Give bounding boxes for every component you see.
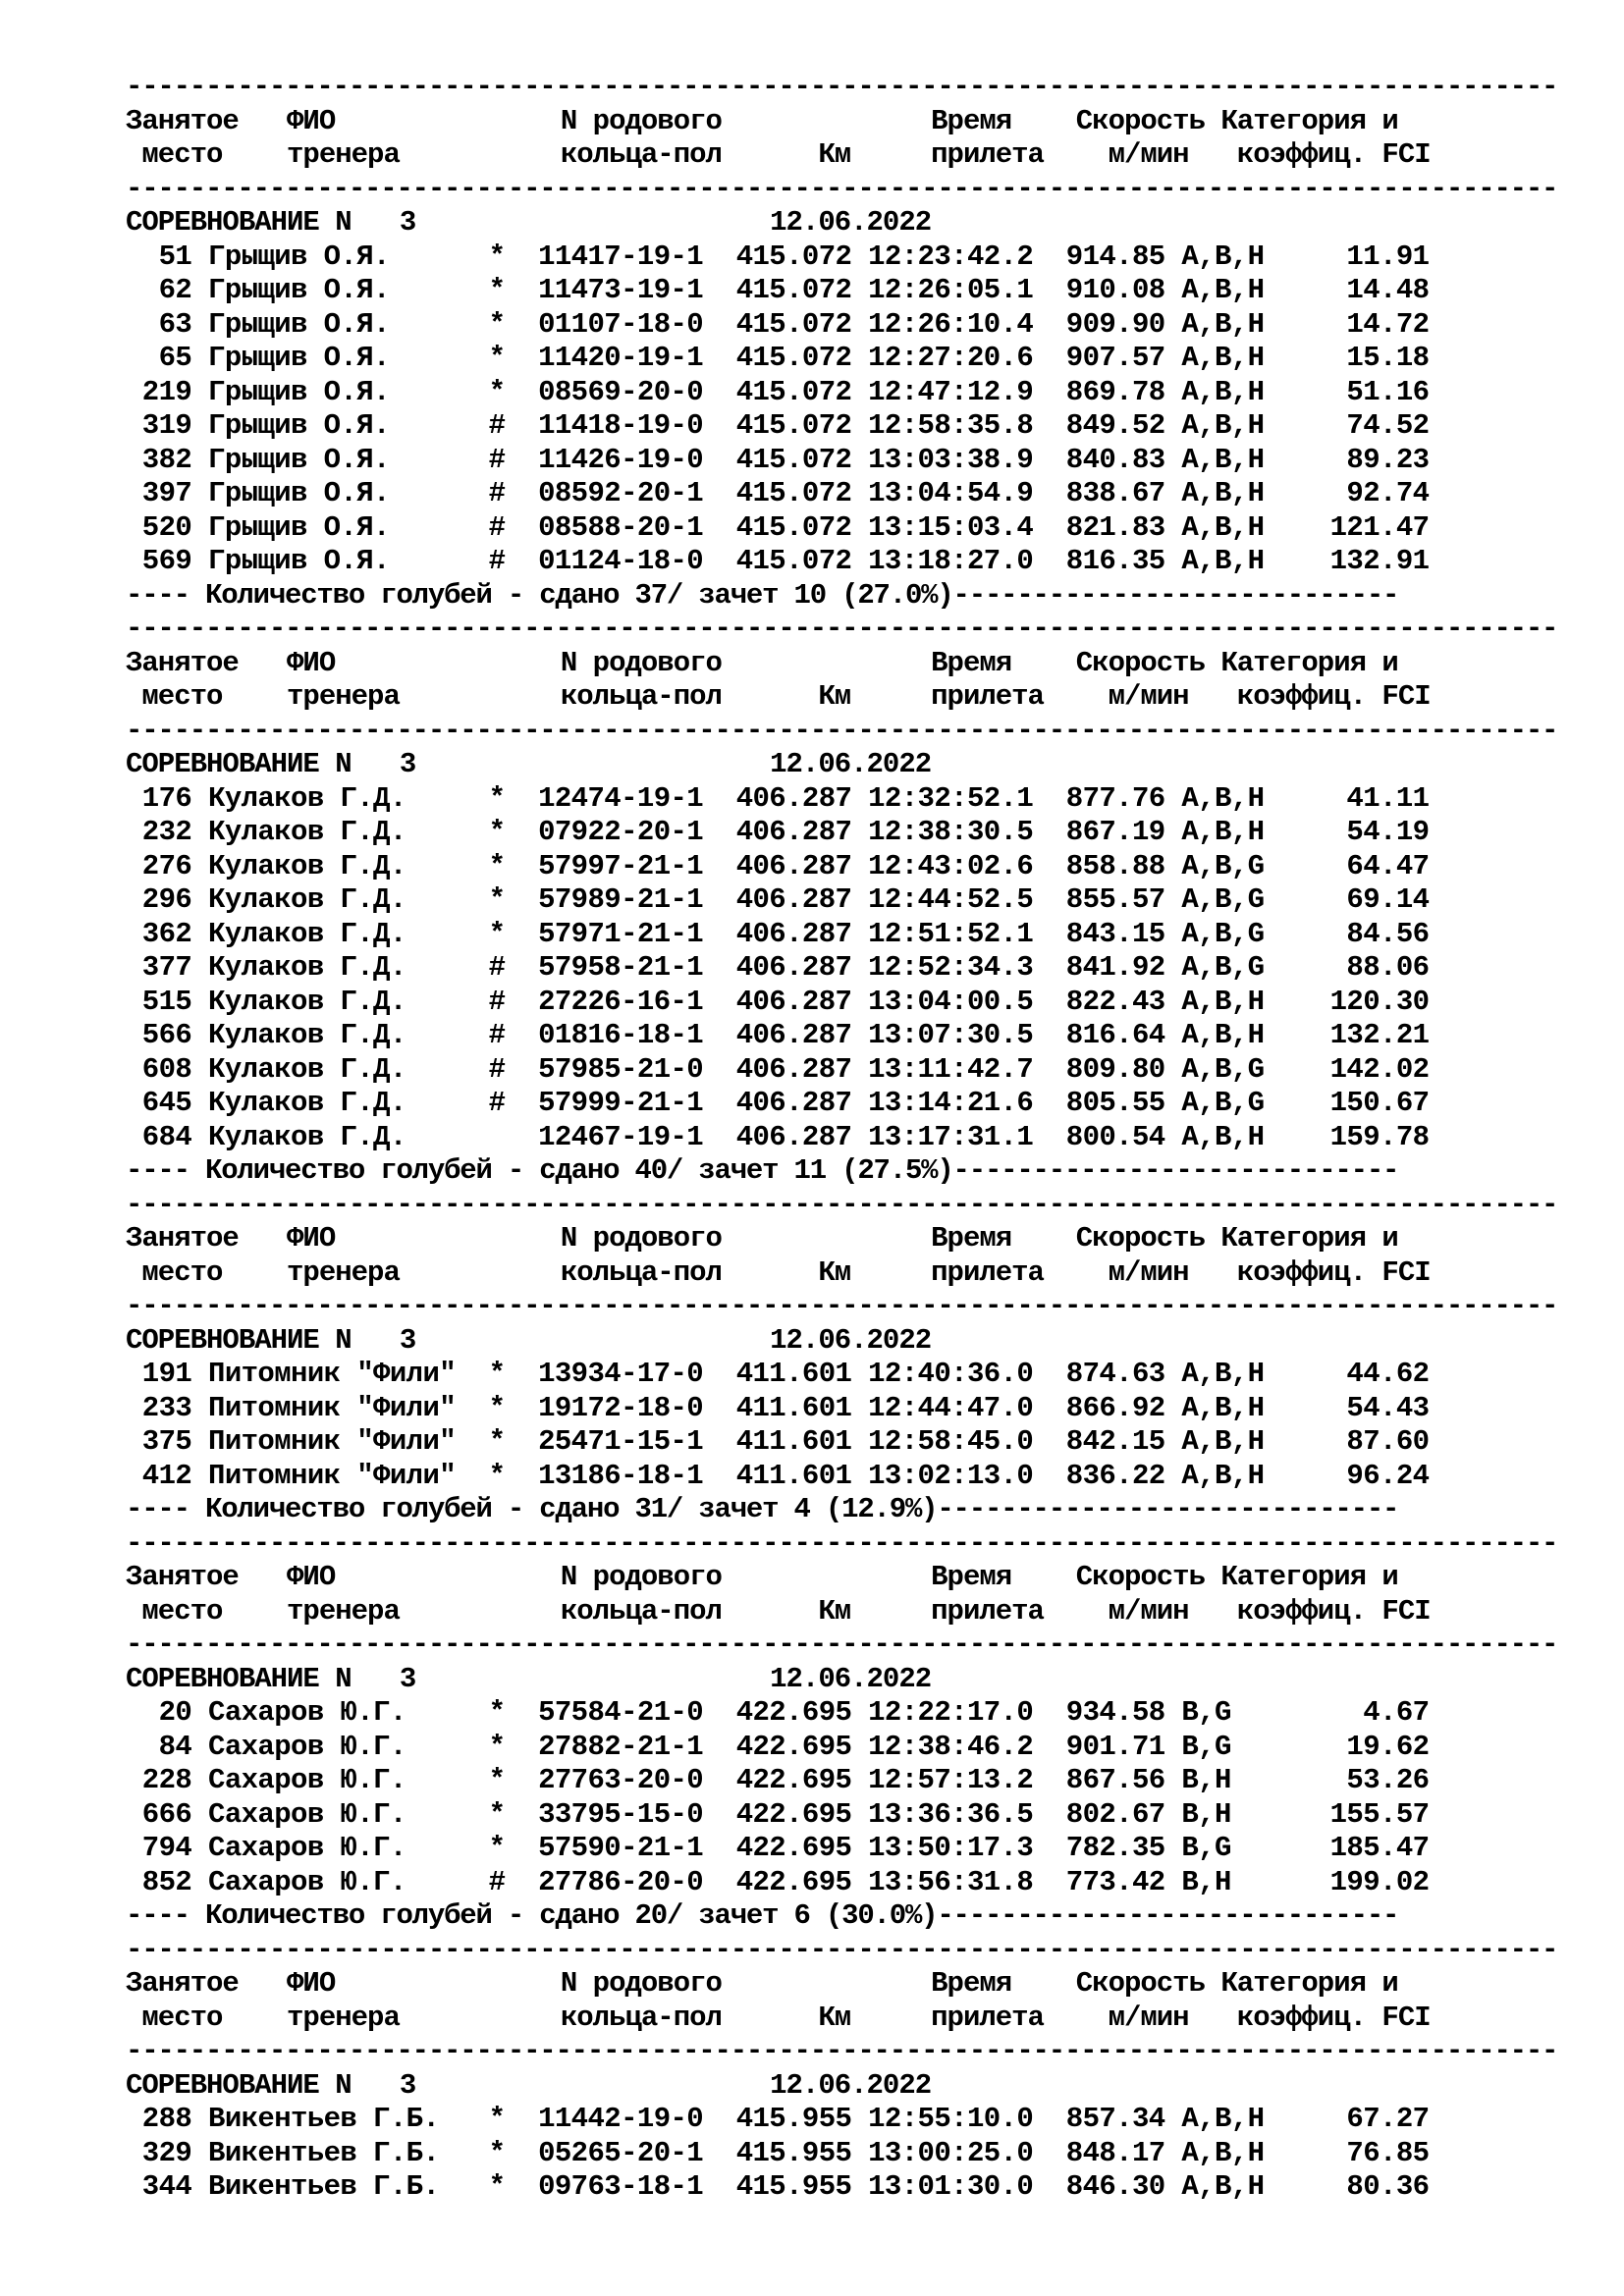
result-row: 228 Сахаров Ю.Г. * 27763-20-0 422.695 12:57:13.2 867.56 B,H 53.26	[126, 1764, 1430, 1796]
result-row: 608 Кулаков Г.Д. # 57985-21-0 406.287 13:11:42.7 809.80 A,B,G 142.02	[126, 1052, 1430, 1086]
competition-title: СОРЕВНОВАНИЕ N 3 12.06.2022	[126, 748, 932, 780]
result-row: 684 Кулаков Г.Д. 12467-19-1 406.287 13:17:31.1 800.54 A,B,H 159.78	[126, 1120, 1430, 1153]
separator-line: ------------------------------------------------------------------------------------------	[126, 613, 1558, 645]
separator-line: ------------------------------------------------------------------------------------------	[126, 1526, 1558, 1560]
result-row: 233 Питомник "Фили" * 19172-18-0 411.601 12:44:47.0 866.92 A,B,H 54.43	[126, 1391, 1430, 1424]
result-row: 515 Кулаков Г.Д. # 27226-16-1 406.287 13:04:00.5 822.43 A,B,H 120.30	[126, 985, 1430, 1018]
result-row: 412 Питомник "Фили" * 13186-18-1 411.601 13:02:13.0 836.22 A,B,H 96.24	[126, 1459, 1430, 1492]
separator-line: ------------------------------------------------------------------------------------------	[126, 1933, 1558, 1966]
result-row: 645 Кулаков Г.Д. # 57999-21-1 406.287 13:14:21.6 805.55 A,B,G 150.67	[126, 1087, 1430, 1119]
separator-line: ------------------------------------------------------------------------------------------	[126, 714, 1558, 747]
separator-line: ------------------------------------------------------------------------------------------	[126, 1629, 1558, 1661]
result-row: 191 Питомник "Фили" * 13934-17-0 411.601 12:40:36.0 874.63 A,B,H 44.62	[126, 1358, 1430, 1390]
result-row: 276 Кулаков Г.Д. * 57997-21-1 406.287 12:43:02.6 858.88 A,B,G 64.47	[126, 849, 1430, 882]
column-header-line-2: место тренера кольца-пол Км прилета м/мин коэффиц. FCI	[126, 1594, 1431, 1628]
result-row: 51 Грыщив О.Я. * 11417-19-1 415.072 12:23:42.2 914.85 A,B,H 11.91	[126, 240, 1430, 273]
result-row: 219 Грыщив О.Я. * 08569-20-0 415.072 12:47:12.9 869.78 A,B,H 51.16	[126, 375, 1430, 408]
result-row: 520 Грыщив О.Я. # 08588-20-1 415.072 13:15:03.4 821.83 A,B,H 121.47	[126, 510, 1430, 544]
result-row: 382 Грыщив О.Я. # 11426-19-0 415.072 13:03:38.9 840.83 A,B,H 89.23	[126, 443, 1430, 476]
competition-title: СОРЕВНОВАНИЕ N 3 12.06.2022	[126, 206, 932, 239]
competition-title: СОРЕВНОВАНИЕ N 3 12.06.2022	[126, 1662, 932, 1695]
result-row: 65 Грыщив О.Я. * 11420-19-1 415.072 12:27:20.6 907.57 A,B,H 15.18	[126, 342, 1430, 374]
result-row: 296 Кулаков Г.Д. * 57989-21-1 406.287 12:44:52.5 855.57 A,B,G 69.14	[126, 883, 1430, 916]
section-summary: ---- Количество голубей - сдано 37/ зачет 10 (27.0%)----------------------------	[126, 578, 1399, 612]
result-row: 288 Викентьев Г.Б. * 11442-19-0 415.955 12:55:10.0 857.34 A,B,H 67.27	[126, 2103, 1430, 2135]
separator-line: ------------------------------------------------------------------------------------------	[126, 172, 1558, 205]
column-header-line-2: место тренера кольца-пол Км прилета м/мин коэффиц. FCI	[126, 2001, 1431, 2034]
column-header-line-1: Занятое ФИО N родового Время Скорость Категория и	[126, 1561, 1398, 1593]
section-summary: ---- Количество голубей - сдано 40/ зачет 11 (27.5%)----------------------------	[126, 1154, 1399, 1187]
column-header-line-2: место тренера кольца-пол Км прилета м/мин коэффиц. FCI	[126, 680, 1431, 713]
result-row: 794 Сахаров Ю.Г. * 57590-21-1 422.695 13:50:17.3 782.35 B,G 185.47	[126, 1832, 1430, 1864]
result-row: 852 Сахаров Ю.Г. # 27786-20-0 422.695 13:56:31.8 773.42 B,H 199.02	[126, 1865, 1430, 1898]
separator-line: ------------------------------------------------------------------------------------------	[126, 71, 1558, 103]
column-header-line-1: Занятое ФИО N родового Время Скорость Категория и	[126, 1222, 1398, 1255]
result-row: 666 Сахаров Ю.Г. * 33795-15-0 422.695 13:36:36.5 802.67 B,H 155.57	[126, 1797, 1430, 1831]
result-row: 319 Грыщив О.Я. # 11418-19-0 415.072 12:58:35.8 849.52 A,B,H 74.52	[126, 409, 1430, 442]
separator-line: ------------------------------------------------------------------------------------------	[126, 2035, 1558, 2067]
result-row: 232 Кулаков Г.Д. * 07922-20-1 406.287 12:38:30.5 867.19 A,B,H 54.19	[126, 816, 1430, 848]
column-header-line-1: Занятое ФИО N родового Время Скорость Категория и	[126, 1967, 1398, 2000]
result-row: 377 Кулаков Г.Д. # 57958-21-1 406.287 12:52:34.3 841.92 A,B,G 88.06	[126, 951, 1430, 984]
result-row: 84 Сахаров Ю.Г. * 27882-21-1 422.695 12:38:46.2 901.71 B,G 19.62	[126, 1730, 1430, 1763]
separator-line: ------------------------------------------------------------------------------------------	[126, 1290, 1558, 1322]
race-results-report	[126, 71, 1557, 2205]
competition-title: СОРЕВНОВАНИЕ N 3 12.06.2022	[126, 2068, 932, 2102]
competition-title: СОРЕВНОВАНИЕ N 3 12.06.2022	[126, 1323, 932, 1357]
column-header-line-1: Занятое ФИО N родового Время Скорость Категория и	[126, 104, 1398, 137]
result-row: 566 Кулаков Г.Д. # 01816-18-1 406.287 13:07:30.5 816.64 A,B,H 132.21	[126, 1019, 1430, 1051]
result-row: 62 Грыщив О.Я. * 11473-19-1 415.072 12:26:05.1 910.08 A,B,H 14.48	[126, 274, 1430, 306]
result-row: 329 Викентьев Г.Б. * 05265-20-1 415.955 13:00:25.0 848.17 A,B,H 76.85	[126, 2136, 1430, 2169]
section-summary: ---- Количество голубей - сдано 31/ зачет 4 (12.9%)-----------------------------	[126, 1493, 1399, 1525]
column-header-line-2: место тренера кольца-пол Км прилета м/мин коэффиц. FCI	[126, 1255, 1431, 1289]
section-summary: ---- Количество голубей - сдано 20/ зачет 6 (30.0%)-----------------------------	[126, 1899, 1399, 1932]
separator-line: ------------------------------------------------------------------------------------------	[126, 1188, 1558, 1221]
result-row: 63 Грыщив О.Я. * 01107-18-0 415.072 12:26:10.4 909.90 A,B,H 14.72	[126, 307, 1430, 341]
result-row: 569 Грыщив О.Я. # 01124-18-0 415.072 13:18:27.0 816.35 A,B,H 132.91	[126, 545, 1430, 577]
result-row: 362 Кулаков Г.Д. * 57971-21-1 406.287 12:51:52.1 843.15 A,B,G 84.56	[126, 917, 1430, 950]
result-row: 397 Грыщив О.Я. # 08592-20-1 415.072 13:04:54.9 838.67 A,B,H 92.74	[126, 477, 1430, 509]
column-header-line-1: Занятое ФИО N родового Время Скорость Категория и	[126, 646, 1398, 679]
result-row: 176 Кулаков Г.Д. * 12474-19-1 406.287 12:32:52.1 877.76 A,B,H 41.11	[126, 781, 1430, 815]
result-row: 375 Питомник "Фили" * 25471-15-1 411.601 12:58:45.0 842.15 A,B,H 87.60	[126, 1425, 1430, 1458]
column-header-line-2: место тренера кольца-пол Км прилета м/мин коэффиц. FCI	[126, 138, 1431, 171]
result-row: 20 Сахаров Ю.Г. * 57584-21-0 422.695 12:22:17.0 934.58 B,G 4.67	[126, 1696, 1430, 1729]
result-row: 344 Викентьев Г.Б. * 09763-18-1 415.955 13:01:30.0 846.30 A,B,H 80.36	[126, 2170, 1430, 2203]
